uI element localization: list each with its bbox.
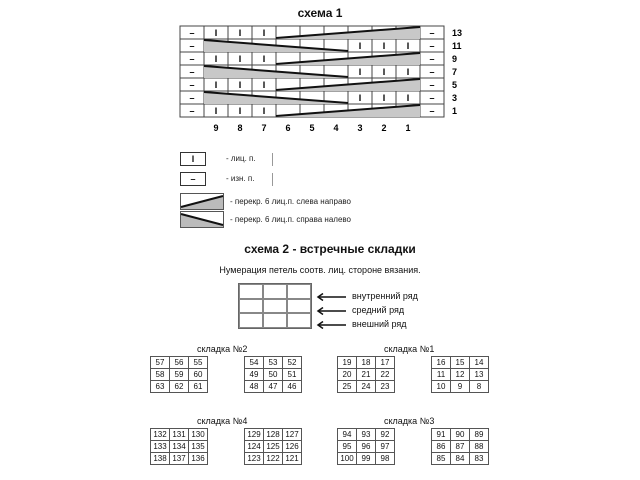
- fold4-right-table: [244, 428, 302, 465]
- table-row: [432, 369, 489, 381]
- stitch-number-cell: 85: [432, 453, 451, 465]
- stitch-number-cell: 54: [245, 357, 264, 369]
- fold3-left-table: [337, 428, 395, 465]
- stitch-number-cell: 90: [451, 429, 470, 441]
- fold2-title: складка №2: [197, 344, 248, 354]
- stitch-number-cell: 55: [189, 357, 208, 369]
- chart-cell-symbol: I: [262, 28, 266, 38]
- stitch-number-cell: 62: [170, 381, 189, 393]
- fold3-title: складка №3: [384, 416, 435, 426]
- chart1-column-numbers: [213, 123, 410, 133]
- chart-cell-symbol: –: [189, 67, 195, 77]
- column-number: 8: [237, 123, 243, 133]
- table-row: [151, 441, 208, 453]
- table-row: [151, 357, 208, 369]
- stitch-number-cell: 137: [170, 453, 189, 465]
- legend-divider: [272, 153, 273, 166]
- chart-cell-symbol: I: [262, 106, 266, 116]
- knitting-chart-1: [178, 24, 468, 136]
- stitch-number-cell: 89: [470, 429, 489, 441]
- table-row: [338, 429, 395, 441]
- stitch-number-cell: 100: [338, 453, 357, 465]
- table-row: [245, 381, 302, 393]
- table-row: [432, 453, 489, 465]
- stitch-number-cell: 23: [376, 381, 395, 393]
- stitch-number-cell: 21: [357, 369, 376, 381]
- chart-cell-symbol: I: [214, 28, 218, 38]
- stitch-number-cell: 93: [357, 429, 376, 441]
- fold4-title: складка №4: [197, 416, 248, 426]
- legend-knit-label: - лиц. п.: [226, 154, 256, 163]
- stitch-number-cell: 130: [189, 429, 208, 441]
- stitch-number-cell: 127: [283, 429, 302, 441]
- table-row: [151, 381, 208, 393]
- stitch-number-cell: 14: [470, 357, 489, 369]
- stitch-number-cell: 92: [376, 429, 395, 441]
- stitch-number-cell: 88: [470, 441, 489, 453]
- stitch-number-cell: 133: [151, 441, 170, 453]
- row-number: 1: [452, 106, 458, 116]
- stitch-number-cell: 131: [170, 429, 189, 441]
- table-row: [245, 369, 302, 381]
- stitch-number-cell: 83: [470, 453, 489, 465]
- fold1-right-table: [431, 356, 489, 393]
- arrow-left-icon: [316, 293, 346, 301]
- chart-cell-symbol: –: [429, 106, 435, 116]
- chart-cell-symbol: –: [429, 28, 435, 38]
- column-number: 6: [285, 123, 291, 133]
- table-row: [245, 357, 302, 369]
- chart-cell-symbol: –: [189, 54, 195, 64]
- stitch-number-cell: 18: [357, 357, 376, 369]
- stitch-number-cell: 84: [451, 453, 470, 465]
- stitch-number-cell: 58: [151, 369, 170, 381]
- chart-cell-symbol: I: [238, 80, 242, 90]
- legend-divider: [272, 173, 273, 186]
- stitch-number-cell: 123: [245, 453, 264, 465]
- stitch-number-cell: 52: [283, 357, 302, 369]
- stitch-number-cell: 94: [338, 429, 357, 441]
- table-row: [151, 429, 208, 441]
- legend-purl-label: - изн. п.: [226, 174, 255, 183]
- table-row: [338, 381, 395, 393]
- chart1-row-numbers: [452, 28, 462, 116]
- stitch-number-cell: 47: [264, 381, 283, 393]
- stitch-number-cell: 17: [376, 357, 395, 369]
- row-number: 3: [452, 93, 458, 103]
- fold4-left-table: [150, 428, 208, 465]
- table-row: [338, 453, 395, 465]
- table-row: [245, 441, 302, 453]
- chart-cell-symbol: –: [429, 67, 435, 77]
- fold1-title: складка №1: [384, 344, 435, 354]
- chart-cell-symbol: I: [406, 41, 410, 51]
- stitch-number-cell: 13: [470, 369, 489, 381]
- chart-cell-symbol: I: [262, 80, 266, 90]
- chart-cell-symbol: –: [189, 80, 195, 90]
- stitch-number-cell: 86: [432, 441, 451, 453]
- chart-cell-symbol: I: [406, 93, 410, 103]
- stitch-number-cell: 87: [451, 441, 470, 453]
- column-number: 9: [213, 123, 219, 133]
- table-row: [432, 441, 489, 453]
- chart-cell-symbol: I: [214, 106, 218, 116]
- chart-cell-symbol: I: [382, 67, 386, 77]
- table-row: [245, 429, 302, 441]
- stitch-number-cell: 16: [432, 357, 451, 369]
- stitch-number-cell: 125: [264, 441, 283, 453]
- stitch-number-cell: 59: [170, 369, 189, 381]
- stitch-number-cell: 56: [170, 357, 189, 369]
- stitch-number-cell: 8: [470, 381, 489, 393]
- stitch-number-cell: 95: [338, 441, 357, 453]
- stitch-number-cell: 128: [264, 429, 283, 441]
- stitch-number-cell: 24: [357, 381, 376, 393]
- fold2-left-table: [150, 356, 208, 393]
- row-label-outer: внешний ряд: [352, 319, 407, 329]
- stitch-number-cell: 20: [338, 369, 357, 381]
- legend-purl-symbol: –: [180, 172, 206, 186]
- legend-cross-right-label: - перекр. 6 лиц.п. справа налево: [230, 215, 352, 224]
- fold3-right-table: [431, 428, 489, 465]
- stitch-number-cell: 61: [189, 381, 208, 393]
- stitch-number-cell: 10: [432, 381, 451, 393]
- chart-cell-symbol: I: [358, 41, 362, 51]
- chart-cell-symbol: –: [429, 93, 435, 103]
- stitch-number-cell: 135: [189, 441, 208, 453]
- stitch-number-cell: 53: [264, 357, 283, 369]
- stitch-number-cell: 46: [283, 381, 302, 393]
- scheme2-subtitle: Нумерация петель соотв. лиц. стороне вязания.: [219, 265, 421, 275]
- stitch-number-cell: 126: [283, 441, 302, 453]
- table-row: [245, 453, 302, 465]
- stitch-number-cell: 57: [151, 357, 170, 369]
- column-number: 1: [405, 123, 411, 133]
- table-row: [432, 357, 489, 369]
- chart-cell-symbol: I: [238, 106, 242, 116]
- stitch-number-cell: 98: [376, 453, 395, 465]
- scheme2-title: схема 2 - встречные складки: [244, 242, 416, 256]
- stitch-number-cell: 138: [151, 453, 170, 465]
- stitch-number-cell: 22: [376, 369, 395, 381]
- stitch-number-cell: 99: [357, 453, 376, 465]
- stitch-number-cell: 134: [170, 441, 189, 453]
- chart-cell-symbol: I: [262, 54, 266, 64]
- stitch-number-cell: 50: [264, 369, 283, 381]
- chart-cell-symbol: I: [358, 67, 362, 77]
- stitch-number-cell: 15: [451, 357, 470, 369]
- stitch-number-cell: 48: [245, 381, 264, 393]
- table-row: [338, 441, 395, 453]
- chart-cell-symbol: I: [382, 93, 386, 103]
- row-number: 11: [452, 41, 462, 51]
- column-number: 5: [309, 123, 315, 133]
- table-row: [338, 369, 395, 381]
- row-number: 7: [452, 67, 458, 77]
- chart-cell-symbol: I: [214, 80, 218, 90]
- cross-left-icon: [180, 193, 224, 210]
- stitch-number-cell: 122: [264, 453, 283, 465]
- table-row: [151, 453, 208, 465]
- stitch-number-cell: 9: [451, 381, 470, 393]
- stitch-number-cell: 97: [376, 441, 395, 453]
- row-number: 5: [452, 80, 458, 90]
- arrow-left-icon: [316, 307, 346, 315]
- legend-knit-symbol: I: [180, 152, 206, 166]
- chart-cell-symbol: –: [429, 80, 435, 90]
- stitch-number-cell: 129: [245, 429, 264, 441]
- chart-cell-symbol: I: [406, 67, 410, 77]
- chart-cell-symbol: –: [429, 54, 435, 64]
- row-number: 13: [452, 28, 463, 38]
- column-number: 4: [333, 123, 339, 133]
- fold2-right-table: [244, 356, 302, 393]
- table-row: [151, 369, 208, 381]
- stitch-number-cell: 25: [338, 381, 357, 393]
- chart-cell-symbol: I: [238, 54, 242, 64]
- stitch-number-cell: 12: [451, 369, 470, 381]
- table-row: [432, 429, 489, 441]
- row-label-inner: внутренний ряд: [352, 291, 418, 301]
- stitch-number-cell: 121: [283, 453, 302, 465]
- chart-cell-symbol: I: [382, 41, 386, 51]
- stitch-number-cell: 136: [189, 453, 208, 465]
- stitch-number-cell: 49: [245, 369, 264, 381]
- cross-right-icon: [180, 211, 224, 228]
- stitch-number-cell: 132: [151, 429, 170, 441]
- table-row: [338, 357, 395, 369]
- column-number: 7: [261, 123, 267, 133]
- chart-cell-symbol: I: [214, 54, 218, 64]
- chart-cell-symbol: –: [189, 93, 195, 103]
- column-number: 3: [357, 123, 363, 133]
- chart-cell-symbol: I: [238, 28, 242, 38]
- stitch-number-cell: 96: [357, 441, 376, 453]
- chart-cell-symbol: –: [429, 41, 435, 51]
- chart-cell-symbol: I: [358, 93, 362, 103]
- row-label-middle: средний ряд: [352, 305, 405, 315]
- fold-grid-diagram: [238, 283, 312, 329]
- stitch-number-cell: 91: [432, 429, 451, 441]
- chart-cell-symbol: –: [189, 41, 195, 51]
- fold1-left-table: [337, 356, 395, 393]
- stitch-number-cell: 51: [283, 369, 302, 381]
- stitch-number-cell: 63: [151, 381, 170, 393]
- chart-cell-symbol: –: [189, 106, 195, 116]
- stitch-number-cell: 11: [432, 369, 451, 381]
- legend-cross-left-label: - перекр. 6 лиц.п. слева направо: [230, 197, 352, 206]
- stitch-number-cell: 19: [338, 357, 357, 369]
- stitch-number-cell: 124: [245, 441, 264, 453]
- scheme1-title: схема 1: [297, 6, 343, 20]
- column-number: 2: [381, 123, 387, 133]
- stitch-number-cell: 60: [189, 369, 208, 381]
- row-number: 9: [452, 54, 458, 64]
- table-row: [432, 381, 489, 393]
- arrow-left-icon: [316, 321, 346, 329]
- chart-cell-symbol: –: [189, 28, 195, 38]
